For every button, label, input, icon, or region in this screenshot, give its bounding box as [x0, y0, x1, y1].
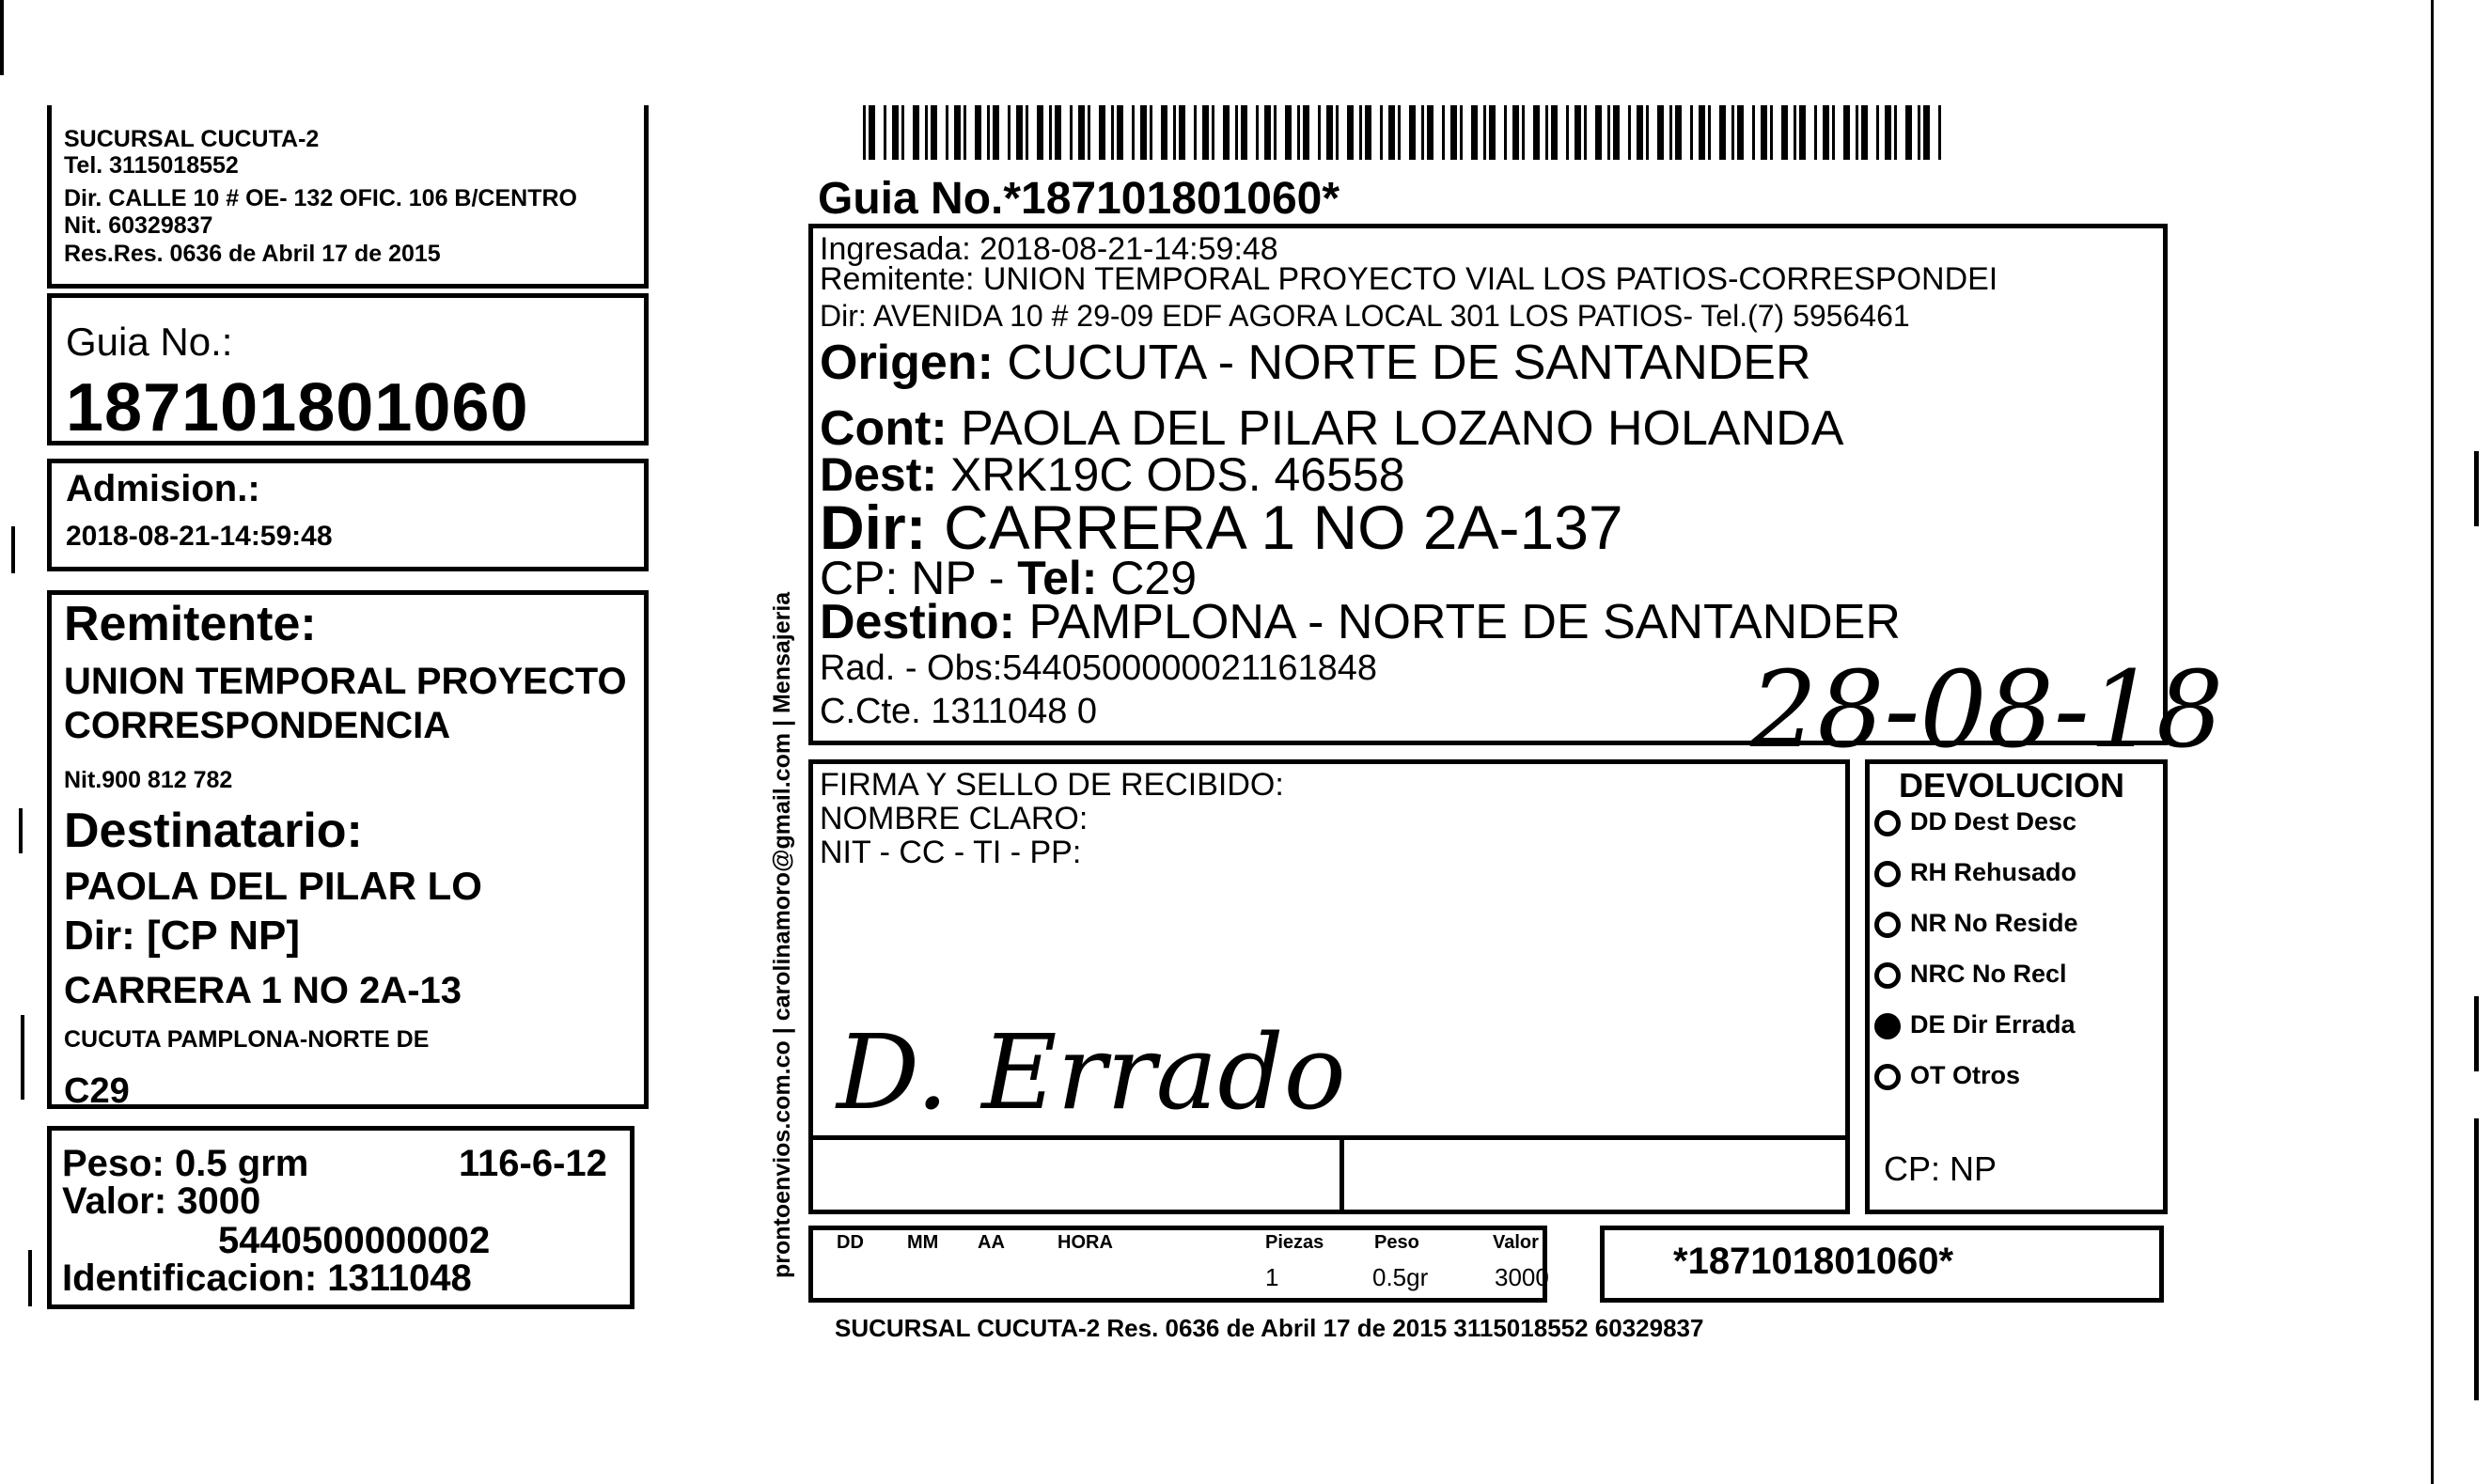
scan-mark	[2474, 1118, 2479, 1400]
barcode-bar	[946, 105, 948, 160]
destinatario-address: CARRERA 1 NO 2A-13	[64, 970, 462, 1011]
nombre-claro-label: NOMBRE CLARO:	[820, 801, 1089, 836]
reference-number: 5440500000002	[218, 1220, 491, 1261]
scan-mark	[11, 526, 15, 573]
footer-line: SUCURSAL CUCUTA-2 Res. 0636 de Abril 17 de 2015 3115018552 60329837	[835, 1314, 1704, 1342]
barcode-bar	[863, 105, 866, 160]
barcode-bar	[1264, 105, 1271, 160]
origen-label: Origen:	[820, 336, 994, 390]
header-dd: DD	[837, 1232, 864, 1253]
cont-label: Cont:	[820, 401, 948, 456]
barcode-bar	[1637, 105, 1643, 160]
barcode-bar	[1752, 105, 1755, 160]
branch-name: SUCURSAL CUCUTA-2	[64, 126, 320, 152]
barcode-bar	[1088, 105, 1090, 160]
barcode-bar	[1690, 105, 1693, 160]
remitente-line: Remitente: UNION TEMPORAL PROYECTO VIAL LOS PATIOS-CORRESPONDEI	[820, 261, 1998, 297]
devolucion-option-label: RH Rehusado	[1910, 858, 2077, 886]
header-peso: Peso	[1374, 1232, 1419, 1253]
barcode-bar	[1049, 105, 1052, 160]
barcode-bar	[1161, 105, 1167, 160]
devolucion-title: DEVOLUCION	[1899, 766, 2125, 804]
barcode-bar	[1359, 105, 1362, 160]
header-hora: HORA	[1058, 1232, 1113, 1253]
barcode-bar	[1657, 105, 1664, 160]
barcode-bar	[1607, 105, 1610, 160]
barcode-bar	[1843, 105, 1850, 160]
barcode-bar	[1483, 105, 1486, 160]
barcode-bar	[1861, 105, 1868, 160]
barcode-bar	[1336, 105, 1339, 160]
barcode-bar	[1545, 105, 1548, 160]
id-type-label: NIT - CC - TI - PP:	[820, 835, 1082, 870]
scan-mark	[19, 808, 23, 853]
barcode-bar	[1297, 105, 1300, 160]
barcode-bar	[1761, 105, 1767, 160]
barcode-bar	[1398, 105, 1401, 160]
barcode-bar	[1551, 105, 1558, 160]
barcode-bar	[1566, 105, 1569, 160]
dest-label: Dest:	[820, 448, 938, 501]
barcode-bar	[925, 105, 928, 160]
barcode-bar	[987, 105, 990, 160]
barcode-bar	[1737, 105, 1744, 160]
scan-mark	[2474, 451, 2479, 526]
dest-value: XRK19C ODS. 46558	[949, 448, 1405, 501]
barcode-bar	[1037, 105, 1043, 160]
barcode-bar	[1285, 105, 1292, 160]
barcode-bar	[892, 105, 899, 160]
barcode-bar	[1876, 105, 1879, 160]
barcode-bar	[1026, 105, 1028, 160]
barcode-bar	[1223, 105, 1230, 160]
barcode-bar	[1460, 105, 1463, 160]
identificacion-text: Identificacion: 1311048	[62, 1257, 472, 1299]
barcode-text: *187101801060*	[1673, 1241, 1954, 1282]
barcode-bar	[1256, 105, 1259, 160]
barcode-bar	[1070, 105, 1073, 160]
barcode-bar	[1923, 105, 1930, 160]
barcode-bar	[1427, 105, 1434, 160]
barcode-bar	[1522, 105, 1525, 160]
barcode-bar	[1731, 105, 1734, 160]
barcode-bar	[1905, 105, 1912, 160]
dir-value: CARRERA 1 NO 2A-137	[944, 492, 1623, 562]
devolucion-cp: CP: NP	[1884, 1149, 1998, 1188]
barcode-bar	[1099, 105, 1105, 160]
barcode-bar	[1675, 105, 1682, 160]
barcode-bar	[1794, 105, 1796, 160]
branch-nit: Nit. 60329837	[64, 212, 213, 239]
barcode-bar	[869, 105, 875, 160]
scan-mark	[2474, 996, 2479, 1071]
peso-text: Peso: 0.5 grm	[62, 1143, 309, 1184]
barcode-bar	[1613, 105, 1620, 160]
cont-line	[820, 401, 1844, 456]
cp-prefix: CP: NP -	[820, 552, 1018, 604]
firma-label: FIRMA Y SELLO DE RECIBIDO:	[820, 767, 1284, 803]
barcode-bar	[1078, 105, 1085, 160]
barcode-bar	[1646, 105, 1649, 160]
destinatario-tel: C29	[64, 1071, 130, 1111]
barcode-bar	[1938, 105, 1941, 160]
handwritten-date: 28-08-18	[1750, 649, 2224, 772]
barcode-bar	[1770, 105, 1773, 160]
barcode-bar	[1504, 105, 1507, 160]
barcode-bar	[1241, 105, 1247, 160]
header-mm: MM	[907, 1232, 939, 1253]
barcode-bar	[1388, 105, 1395, 160]
devolucion-option-label: DD Dest Desc	[1910, 807, 2077, 836]
barcode-bar	[1235, 105, 1238, 160]
firma-divider	[808, 1135, 1850, 1140]
destinatario-city: CUCUTA PAMPLONA-NORTE DE	[64, 1026, 430, 1053]
origen-line	[820, 336, 1811, 390]
barcode-bar	[1274, 105, 1277, 160]
barcode-bar	[1814, 105, 1817, 160]
barcode-bar	[1365, 105, 1371, 160]
barcode-bar	[964, 105, 966, 160]
barcode-bar	[1595, 105, 1602, 160]
barcode-bar	[1471, 105, 1478, 160]
destinatario-label: Destinatario:	[64, 804, 363, 858]
guia-label: Guia No.:	[66, 320, 233, 364]
barcode-bar	[1326, 105, 1333, 160]
handwritten-note: D. Errado	[837, 1012, 1346, 1133]
valor-text: Valor: 3000	[62, 1180, 261, 1222]
header-aa: AA	[978, 1232, 1005, 1253]
barcode-bar	[993, 105, 999, 160]
guia-number: 187101801060	[66, 370, 529, 445]
branch-resolution: Res.Res. 0636 de Abril 17 de 2015	[64, 241, 441, 267]
vertical-contact-text: prontoenvios.com.co | carolinamoro@gmail.com | Mensajeria	[769, 591, 795, 1278]
ingresada-text: Ingresada: 2018-08-21-14:59:48	[820, 231, 1278, 267]
header-piezas: Piezas	[1265, 1232, 1324, 1253]
barcode-bar	[1140, 105, 1147, 160]
barcode-bar	[1699, 105, 1705, 160]
devolucion-option-label: NR No Reside	[1910, 909, 2078, 937]
barcode-bar	[1894, 105, 1897, 160]
barcode-bar	[1669, 105, 1672, 160]
barcode-bar	[1512, 105, 1519, 160]
devolucion-option-label: OT Otros	[1910, 1061, 2021, 1089]
barcode-bar	[1450, 105, 1457, 160]
devolucion-radio[interactable]	[1874, 810, 1901, 836]
remitente-address-line: Dir: AVENIDA 10 # 29-09 EDF AGORA LOCAL 301 LOS PATIOS- Tel.(7) 5956461	[820, 299, 1910, 333]
destinatario-dir: Dir: [CP NP]	[64, 913, 300, 959]
scan-mark	[2431, 0, 2434, 1484]
barcode-bar	[1489, 105, 1496, 160]
cont-value: PAOLA DEL PILAR LOZANO HOLANDA	[961, 401, 1844, 456]
devolucion-radio[interactable]	[1874, 1013, 1901, 1039]
barcode-bar	[931, 105, 937, 160]
remitente-label: Remitente:	[64, 597, 317, 651]
barcode-bar	[1202, 105, 1209, 160]
header-valor: Valor	[1493, 1232, 1539, 1253]
peso-code: 116-6-12	[459, 1143, 607, 1184]
devolucion-radio[interactable]	[1874, 912, 1901, 938]
origen-value: CUCUTA - NORTE DE SANTANDER	[1007, 336, 1811, 390]
dest-line	[820, 448, 1405, 501]
rad-line: Rad. - Obs:5440500000021161848	[820, 648, 1378, 688]
devolucion-option-label: NRC No Recl	[1910, 960, 2067, 988]
barcode-bar	[1111, 105, 1114, 160]
barcode-bar	[913, 105, 919, 160]
barcode-bar	[1380, 105, 1383, 160]
barcode	[863, 105, 1953, 160]
barcode-bar	[1533, 105, 1540, 160]
barcode-bar	[1584, 105, 1587, 160]
barcode-bar	[1574, 105, 1581, 160]
destino-label: Destino:	[820, 595, 1015, 649]
barcode-bar	[1173, 105, 1176, 160]
barcode-bar	[1347, 105, 1354, 160]
barcode-bar	[1409, 105, 1416, 160]
barcode-bar	[1823, 105, 1829, 160]
branch-phone: Tel. 3115018552	[64, 152, 239, 179]
admision-datetime: 2018-08-21-14:59:48	[66, 521, 333, 552]
barcode-bar	[1016, 105, 1023, 160]
barcode-bar	[1442, 105, 1445, 160]
destinatario-name: PAOLA DEL PILAR LO	[64, 864, 482, 908]
tel-label: Tel:	[1017, 552, 1098, 604]
barcode-bar	[1832, 105, 1835, 160]
barcode-bar	[1150, 105, 1152, 160]
tel-value: C29	[1110, 552, 1198, 604]
remitente-nit: Nit.900 812 782	[64, 767, 233, 793]
destino-value: PAMPLONA - NORTE DE SANTANDER	[1028, 595, 1901, 649]
barcode-bar	[1856, 105, 1858, 160]
barcode-bar	[1719, 105, 1726, 160]
guia-title: Guia No.*187101801060*	[818, 174, 1340, 224]
barcode-bar	[1318, 105, 1321, 160]
devolucion-radio[interactable]	[1874, 861, 1901, 887]
barcode-bar	[1918, 105, 1920, 160]
barcode-bar	[884, 105, 886, 160]
remitente-name-line1: UNION TEMPORAL PROYECTO	[64, 661, 627, 702]
barcode-bar	[1708, 105, 1711, 160]
value-valor: 3000	[1495, 1263, 1549, 1291]
scan-mark	[0, 0, 4, 75]
barcode-bar	[1885, 105, 1891, 160]
ccte-line: C.Cte. 1311048 0	[820, 692, 1098, 731]
barcode-bar	[954, 105, 961, 160]
value-piezas: 1	[1265, 1263, 1279, 1291]
barcode-bar	[1303, 105, 1309, 160]
admision-label: Admision.:	[66, 468, 260, 509]
dir-label: Dir:	[820, 492, 927, 562]
dir-line	[820, 492, 1623, 562]
barcode-bar	[1212, 105, 1214, 160]
barcode-bar	[1628, 105, 1631, 160]
value-peso: 0.5gr	[1372, 1263, 1429, 1291]
barcode-bar	[1117, 105, 1123, 160]
devolucion-option-label: DE Dir Errada	[1910, 1010, 2076, 1039]
barcode-bar	[1008, 105, 1010, 160]
scan-mark	[21, 1015, 24, 1100]
barcode-bar	[1055, 105, 1061, 160]
remitente-name-line2: CORRESPONDENCIA	[64, 705, 451, 746]
barcode-bar	[901, 105, 904, 160]
firma-mid-divider	[1340, 1135, 1344, 1214]
barcode-bar	[1781, 105, 1788, 160]
barcode-bar	[1132, 105, 1135, 160]
devolucion-radio[interactable]	[1874, 1064, 1901, 1090]
barcode-bar	[975, 105, 981, 160]
devolucion-radio[interactable]	[1874, 962, 1901, 989]
barcode-bar	[1799, 105, 1806, 160]
barcode-bar	[1194, 105, 1197, 160]
barcode-bar	[1421, 105, 1424, 160]
destino-line	[820, 595, 1901, 649]
scan-mark	[28, 1250, 32, 1306]
branch-address: Dir. CALLE 10 # OE- 132 OFIC. 106 B/CENTRO	[64, 185, 577, 211]
barcode-bar	[1179, 105, 1185, 160]
